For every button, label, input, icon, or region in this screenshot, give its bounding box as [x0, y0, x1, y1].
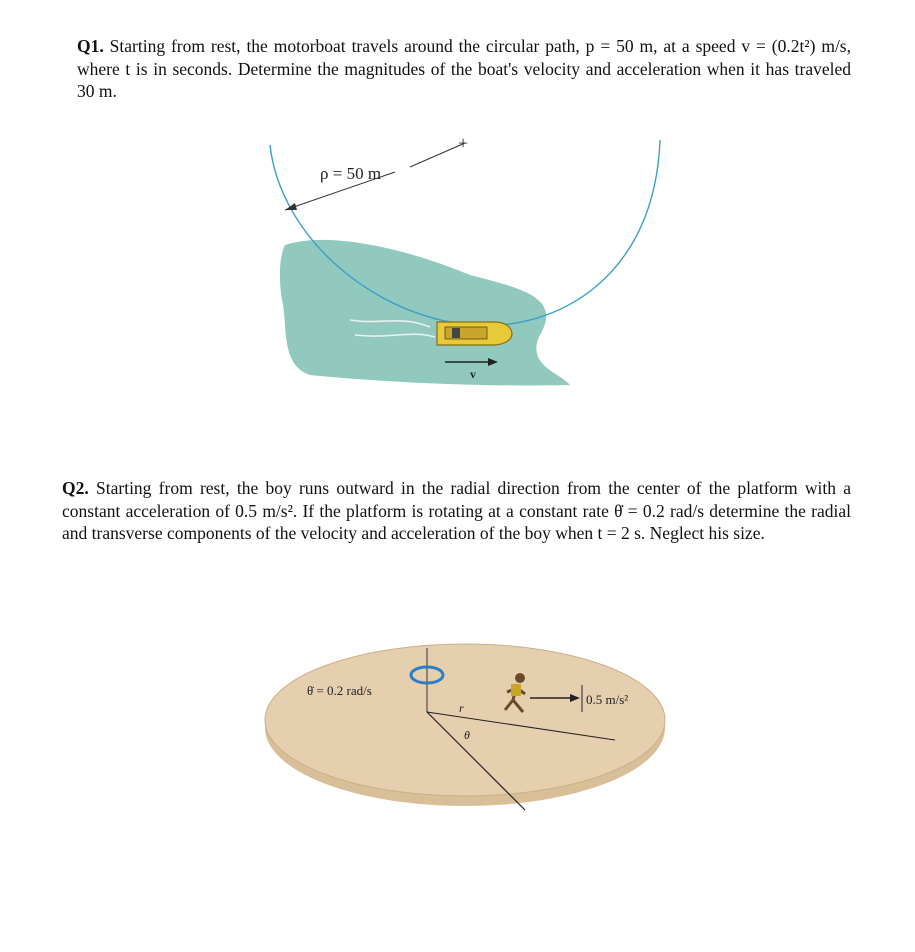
- water-region: [280, 240, 570, 386]
- question-1: [77, 35, 851, 103]
- theta-label: θ: [464, 728, 470, 742]
- radius-label: ρ = 50 m: [320, 164, 382, 183]
- question-1-text: Starting from rest, the motorboat travels around the circular path, p = 50 m, at a speed v = (0.2t²) m/s, where t is in seconds. Determine the magnitudes of the boat's velocity and acceleration when it has traveled 30 m.: [77, 36, 851, 101]
- platform-diagram: [255, 600, 715, 835]
- figure-platform: [255, 600, 715, 835]
- radius-arrowhead: [285, 203, 297, 210]
- rate-label: θ̇ = 0.2 rad/s: [307, 683, 372, 698]
- question-1-label: Q1.: [77, 36, 104, 56]
- r-label: r: [459, 701, 464, 715]
- motorboat-diagram: [240, 125, 700, 415]
- question-2-label: Q2.: [62, 478, 89, 498]
- velocity-label: v: [470, 367, 476, 381]
- platform-top: [265, 644, 665, 796]
- question-2-text: Starting from rest, the boy runs outward in the radial direction from the center of the platform with a constant acceleration of 0.5 m/s². If the platform is rotating at a constant rate θ̇ = 0.2 rad/s determine the radial and transverse components of the velocity and acceleration of the boy when t = 2 s. Neglect his size.: [62, 478, 852, 543]
- figure-motorboat: [240, 125, 700, 415]
- center-line: [410, 143, 465, 167]
- center-marker: +: [458, 133, 469, 153]
- accel-label: 0.5 m/s²: [586, 692, 629, 707]
- motorboat: [437, 322, 512, 345]
- question-2: [62, 477, 851, 545]
